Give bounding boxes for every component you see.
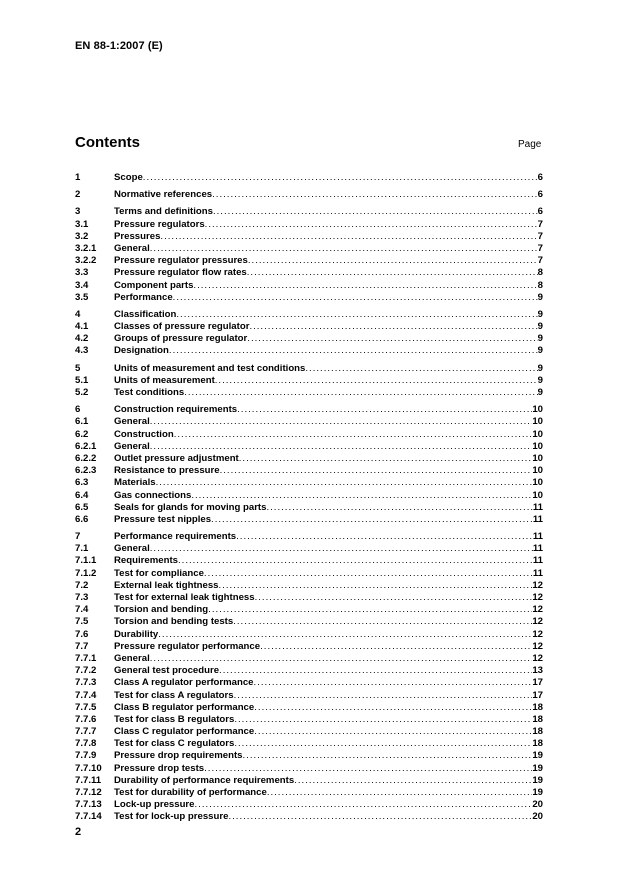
toc-dot-leader — [219, 580, 533, 592]
toc-entry-page: 10 — [532, 404, 543, 416]
toc-section-group — [75, 189, 543, 201]
toc-section-group — [75, 363, 543, 400]
toc-entry-page: 19 — [532, 762, 543, 774]
toc-entry-title: Outlet pressure adjustment — [114, 452, 239, 464]
toc-dot-leader — [178, 555, 533, 567]
toc-dot-leader — [247, 333, 537, 345]
toc-entry-title: Construction — [114, 428, 174, 440]
toc-entry-page: 9 — [537, 345, 543, 357]
toc-entry-page: 19 — [532, 750, 543, 762]
toc-entry-number: 3.2 — [75, 230, 89, 242]
toc-entry-number: 7.7.2 — [75, 665, 97, 677]
toc-entry-number: 3.1 — [75, 218, 89, 230]
toc-entry-page: 18 — [532, 713, 543, 725]
toc-entry-page: 9 — [537, 333, 543, 345]
toc-entry[interactable] — [75, 465, 543, 477]
toc-entry[interactable] — [75, 568, 543, 580]
toc-entry-title: Scope — [114, 172, 143, 183]
toc-dot-leader — [254, 702, 532, 714]
toc-entry-title: Torsion and bending tests — [114, 616, 234, 628]
toc-dot-leader — [191, 490, 532, 502]
toc-entry[interactable] — [75, 267, 543, 279]
toc-entry[interactable] — [75, 502, 543, 514]
toc-entry-number: 1 — [75, 172, 81, 183]
toc-entry-number: 7.7.7 — [75, 726, 97, 738]
toc-entry-title: Terms and definitions — [114, 206, 213, 218]
toc-entry-title: Seals for glands for moving parts — [114, 501, 267, 513]
toc-entry-page: 9 — [537, 291, 543, 303]
toc-entry-title: Test for class A regulators — [114, 689, 234, 701]
toc-dot-leader — [254, 677, 533, 689]
toc-entry-number: 6 — [75, 404, 81, 416]
toc-entry-title: Test for lock-up pressure — [114, 811, 229, 823]
toc-entry-page: 18 — [532, 726, 543, 738]
toc-entry[interactable] — [75, 404, 543, 416]
toc-entry-number: 6.4 — [75, 489, 89, 501]
toc-entry[interactable] — [75, 775, 543, 787]
toc-entry[interactable] — [75, 189, 543, 201]
toc-entry[interactable] — [75, 172, 543, 184]
toc-entry-title: Durability — [114, 628, 159, 640]
toc-entry[interactable] — [75, 629, 543, 641]
toc-entry-title: Test for external leak tightness — [114, 592, 255, 603]
toc-dot-leader — [169, 345, 538, 357]
toc-dot-leader — [234, 738, 532, 750]
toc-entry-title: Test for durability of performance — [114, 787, 267, 798]
toc-dot-leader — [150, 416, 533, 428]
toc-entry-title: Pressure regulators — [114, 218, 205, 230]
toc-dot-leader — [260, 641, 532, 653]
toc-entry-page: 18 — [532, 701, 543, 713]
toc-dot-leader — [212, 189, 538, 201]
toc-entry-number: 3.2.2 — [75, 255, 97, 267]
toc-dot-leader — [150, 243, 538, 255]
toc-entry-number: 7.4 — [75, 604, 89, 616]
toc-dot-leader — [193, 280, 537, 292]
toc-dot-leader — [176, 309, 537, 321]
toc-entry-page: 19 — [532, 787, 543, 798]
toc-entry-number: 7.7.1 — [75, 652, 97, 664]
table-of-contents — [75, 172, 543, 829]
toc-entry-number: 7.7.10 — [75, 762, 102, 774]
toc-entry-number: 3.4 — [75, 279, 89, 291]
toc-entry[interactable] — [75, 345, 543, 357]
toc-entry-number: 7.7.3 — [75, 677, 97, 689]
toc-entry-title: Test for compliance — [114, 567, 204, 579]
toc-entry[interactable] — [75, 738, 543, 750]
page-column-label: Page — [518, 139, 542, 150]
toc-entry[interactable] — [75, 714, 543, 726]
toc-entry-number: 3.2.1 — [75, 242, 97, 254]
toc-entry-page: 17 — [532, 689, 543, 701]
toc-dot-leader — [237, 404, 532, 416]
toc-entry[interactable] — [75, 387, 543, 399]
toc-dot-leader — [294, 775, 532, 787]
toc-entry-number: 7.7.11 — [75, 774, 102, 786]
toc-dot-leader — [236, 531, 533, 543]
toc-entry[interactable] — [75, 243, 543, 255]
toc-dot-leader — [213, 206, 538, 218]
toc-entry-title: Component parts — [114, 279, 194, 291]
toc-dot-leader — [195, 799, 533, 811]
toc-entry-title: Gas connections — [114, 489, 192, 501]
toc-entry-title: Class A regulator performance — [114, 677, 254, 689]
page-number: 2 — [75, 826, 82, 838]
toc-entry-number: 6.2.1 — [75, 440, 97, 452]
toc-entry-page: 20 — [532, 799, 543, 811]
toc-entry-number: 7.7.13 — [75, 799, 102, 811]
toc-entry-number: 7.7.4 — [75, 689, 97, 701]
toc-entry-title: Construction requirements — [114, 404, 238, 416]
toc-entry-title: General — [114, 543, 150, 555]
toc-entry[interactable] — [75, 543, 543, 555]
toc-dot-leader — [184, 387, 537, 399]
toc-entry-number: 3 — [75, 206, 81, 218]
toc-entry[interactable] — [75, 616, 543, 628]
toc-entry-number: 3.5 — [75, 291, 89, 303]
toc-dot-leader — [173, 292, 538, 304]
toc-entry-number: 7.3 — [75, 592, 89, 603]
toc-entry-page: 10 — [532, 452, 543, 464]
toc-entry-number: 7.5 — [75, 616, 89, 628]
toc-entry-number: 7.1 — [75, 543, 89, 555]
toc-entry-title: General test procedure — [114, 665, 220, 677]
toc-entry[interactable] — [75, 375, 543, 387]
toc-entry-page: 12 — [532, 579, 543, 591]
toc-entry[interactable] — [75, 641, 543, 653]
toc-entry-title: General — [114, 416, 150, 428]
toc-entry[interactable] — [75, 750, 543, 762]
toc-entry-number: 7.7.6 — [75, 713, 97, 725]
toc-entry-page: 11 — [532, 531, 543, 543]
toc-entry-number: 6.2.2 — [75, 452, 97, 464]
toc-entry-number: 7.7.12 — [75, 787, 102, 798]
toc-dot-leader — [204, 568, 533, 580]
toc-dot-leader — [266, 502, 532, 514]
toc-dot-leader — [243, 750, 533, 762]
toc-entry-page: 6 — [537, 172, 543, 183]
toc-entry-title: Pressure test nipples — [114, 513, 212, 525]
toc-entry-title: Groups of pressure regulator — [114, 333, 248, 345]
toc-entry-number: 6.5 — [75, 501, 89, 513]
toc-entry-page: 11 — [532, 513, 543, 525]
toc-entry-number: 7.7.5 — [75, 701, 97, 713]
toc-dot-leader — [150, 543, 533, 555]
toc-entry-page: 9 — [537, 374, 543, 386]
toc-entry[interactable] — [75, 255, 543, 267]
toc-entry-page: 10 — [532, 416, 543, 428]
toc-entry[interactable] — [75, 702, 543, 714]
toc-entry[interactable] — [75, 219, 543, 231]
toc-entry[interactable] — [75, 477, 543, 489]
toc-entry-title: Requirements — [114, 555, 178, 567]
toc-dot-leader — [215, 375, 538, 387]
toc-entry-number: 7.1.1 — [75, 555, 97, 567]
toc-entry-title: Test conditions — [114, 387, 185, 398]
toc-entry-page: 11 — [532, 501, 543, 513]
toc-dot-leader — [208, 604, 532, 616]
toc-entry-number: 5.1 — [75, 374, 89, 386]
toc-entry[interactable] — [75, 490, 543, 502]
toc-entry-title: Normative references — [114, 189, 213, 201]
toc-entry[interactable] — [75, 441, 543, 453]
toc-entry[interactable] — [75, 653, 543, 665]
toc-dot-leader — [239, 453, 533, 465]
toc-entry-page: 9 — [537, 308, 543, 320]
toc-entry-page: 9 — [537, 321, 543, 333]
toc-entry-title: Test for class C regulators — [114, 738, 235, 750]
toc-entry[interactable] — [75, 321, 543, 333]
toc-entry-number: 3.3 — [75, 267, 89, 279]
toc-entry-page: 7 — [537, 255, 543, 267]
toc-entry[interactable] — [75, 363, 543, 375]
toc-entry[interactable] — [75, 799, 543, 811]
toc-entry-title: Pressure regulator pressures — [114, 255, 248, 267]
toc-entry-page: 12 — [532, 640, 543, 652]
toc-entry-page: 8 — [537, 279, 543, 291]
toc-entry-page: 11 — [532, 543, 543, 555]
toc-entry-title: Classification — [114, 308, 177, 320]
toc-dot-leader — [254, 726, 532, 738]
toc-entry-title: Units of measurement and test conditions — [114, 362, 306, 374]
toc-entry-number: 7.1.2 — [75, 567, 97, 579]
toc-entry-number: 4.2 — [75, 333, 89, 345]
toc-entry[interactable] — [75, 690, 543, 702]
toc-dot-leader — [211, 514, 533, 526]
toc-entry-number: 5.2 — [75, 387, 89, 398]
toc-entry-title: Materials — [114, 477, 156, 489]
toc-entry-title: Resistance to pressure — [114, 465, 220, 477]
toc-entry-page: 12 — [532, 628, 543, 640]
toc-entry[interactable] — [75, 231, 543, 243]
toc-entry-number: 6.2 — [75, 428, 89, 440]
toc-entry-number: 4.3 — [75, 345, 89, 357]
toc-entry-page: 7 — [537, 242, 543, 254]
toc-entry-page: 20 — [532, 811, 543, 823]
toc-dot-leader — [205, 219, 538, 231]
toc-entry-page: 11 — [532, 567, 543, 579]
toc-entry[interactable] — [75, 665, 543, 677]
toc-entry[interactable] — [75, 787, 543, 799]
toc-dot-leader — [160, 231, 537, 243]
toc-entry-page: 12 — [532, 616, 543, 628]
toc-dot-leader — [204, 763, 532, 775]
toc-section-group — [75, 404, 543, 526]
toc-entry-page: 10 — [532, 477, 543, 489]
toc-entry-number: 6.2.3 — [75, 465, 97, 477]
toc-entry-page: 17 — [532, 677, 543, 689]
toc-entry-number: 7.2 — [75, 579, 89, 591]
toc-dot-leader — [150, 441, 533, 453]
toc-entry-page: 9 — [537, 362, 543, 374]
toc-entry-page: 10 — [532, 440, 543, 452]
toc-dot-leader — [248, 255, 538, 267]
toc-section-group — [75, 172, 543, 184]
toc-dot-leader — [219, 665, 532, 677]
toc-entry[interactable] — [75, 514, 543, 526]
toc-entry-title: External leak tightness — [114, 579, 219, 591]
toc-entry[interactable] — [75, 726, 543, 738]
toc-entry[interactable] — [75, 309, 543, 321]
toc-entry-page: 10 — [532, 489, 543, 501]
toc-entry-number: 7.7 — [75, 640, 89, 652]
toc-entry[interactable] — [75, 604, 543, 616]
toc-dot-leader — [143, 172, 538, 184]
toc-dot-leader — [255, 592, 533, 604]
toc-entry-title: Durability of performance requirements — [114, 774, 295, 786]
toc-entry-title: General — [114, 242, 150, 254]
toc-entry-number: 4.1 — [75, 321, 89, 333]
toc-entry-page: 10 — [532, 428, 543, 440]
toc-entry-page: 12 — [532, 604, 543, 616]
toc-entry-title: General — [114, 440, 150, 452]
toc-entry[interactable] — [75, 763, 543, 775]
toc-dot-leader — [247, 267, 538, 279]
toc-dot-leader — [234, 714, 532, 726]
toc-entry-number: 7 — [75, 531, 81, 543]
toc-entry-title: Test for class B regulators — [114, 713, 235, 725]
toc-entry-number: 7.7.8 — [75, 738, 97, 750]
toc-entry-title: Class B regulator performance — [114, 701, 255, 713]
toc-entry-number: 6.3 — [75, 477, 89, 489]
toc-entry-page: 7 — [537, 218, 543, 230]
toc-entry[interactable] — [75, 280, 543, 292]
toc-entry-page: 12 — [532, 592, 543, 603]
toc-entry-page: 11 — [532, 555, 543, 567]
toc-dot-leader — [233, 616, 532, 628]
toc-entry-title: Pressure regulator performance — [114, 640, 261, 652]
document-standard-id: EN 88-1:2007 (E) — [75, 40, 163, 52]
toc-section-group — [75, 206, 543, 304]
toc-section-group — [75, 309, 543, 358]
toc-entry[interactable] — [75, 531, 543, 543]
toc-entry-title: Class C regulator performance — [114, 726, 255, 738]
toc-entry-number: 4 — [75, 308, 81, 320]
toc-entry[interactable] — [75, 453, 543, 465]
toc-entry[interactable] — [75, 292, 543, 304]
toc-entry-page: 19 — [532, 774, 543, 786]
toc-entry[interactable] — [75, 811, 543, 823]
toc-dot-leader — [234, 690, 533, 702]
toc-dot-leader — [305, 363, 537, 375]
toc-entry-number: 7.7.14 — [75, 811, 102, 823]
toc-entry[interactable] — [75, 677, 543, 689]
toc-entry-title: Pressure regulator flow rates — [114, 267, 247, 279]
toc-entry[interactable] — [75, 555, 543, 567]
toc-entry-title: Performance requirements — [114, 531, 237, 543]
toc-entry-number: 7.7.9 — [75, 750, 97, 762]
toc-entry-page: 13 — [532, 665, 543, 677]
toc-dot-leader — [267, 787, 533, 799]
toc-entry-page: 12 — [532, 652, 543, 664]
toc-entry-title: Performance — [114, 291, 173, 303]
toc-entry-page: 9 — [537, 387, 543, 398]
toc-dot-leader — [174, 429, 533, 441]
toc-dot-leader — [249, 321, 537, 333]
toc-entry-number: 6.6 — [75, 513, 89, 525]
toc-entry-title: Lock-up pressure — [114, 799, 195, 811]
toc-entry[interactable] — [75, 429, 543, 441]
toc-entry[interactable] — [75, 333, 543, 345]
toc-entry-title: Designation — [114, 345, 169, 357]
toc-entry-title: Units of measurement — [114, 374, 215, 386]
toc-entry-number: 5 — [75, 362, 81, 374]
toc-section-group — [75, 531, 543, 824]
toc-entry[interactable] — [75, 416, 543, 428]
toc-entry-page: 6 — [537, 189, 543, 201]
toc-entry-number: 7.6 — [75, 628, 89, 640]
toc-entry-title: General — [114, 652, 150, 664]
toc-entry-page: 6 — [537, 206, 543, 218]
toc-entry-number: 6.1 — [75, 416, 89, 428]
toc-entry-title: Pressures — [114, 230, 161, 242]
toc-entry-title: Pressure drop tests — [114, 762, 205, 774]
toc-entry-number: 2 — [75, 189, 81, 201]
toc-entry-page: 18 — [532, 738, 543, 750]
toc-entry-page: 10 — [532, 465, 543, 477]
toc-entry-title: Classes of pressure regulator — [114, 321, 250, 333]
contents-heading: Contents — [75, 134, 140, 151]
toc-entry-title: Pressure drop requirements — [114, 750, 243, 762]
toc-entry[interactable] — [75, 206, 543, 218]
toc-dot-leader — [158, 629, 532, 641]
toc-dot-leader — [156, 477, 533, 489]
toc-entry-page: 7 — [537, 230, 543, 242]
toc-entry[interactable] — [75, 592, 543, 604]
toc-entry-page: 8 — [537, 267, 543, 279]
toc-entry-title: Torsion and bending — [114, 604, 209, 616]
toc-dot-leader — [220, 465, 533, 477]
toc-dot-leader — [150, 653, 533, 665]
toc-entry[interactable] — [75, 580, 543, 592]
toc-dot-leader — [228, 811, 532, 823]
